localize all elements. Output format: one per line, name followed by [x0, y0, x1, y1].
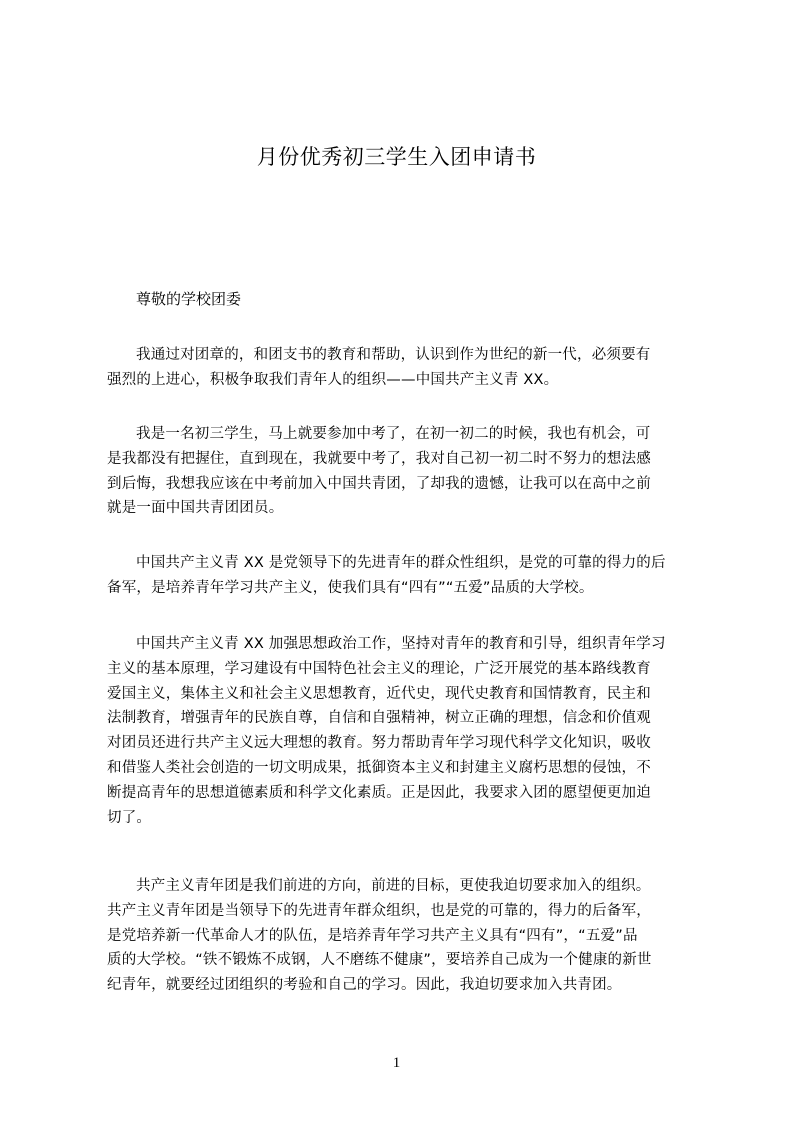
paragraph-3: 中国共产主义青 XX 是党领导下的先进青年的群众性组织，是党的可靠的得力的后 备军，是培养青年学习共产主义，使我们具有“四有”“五爱”品质的大学校。: [107, 555, 666, 596]
paragraph-2: 我是一名初三学生，马上就要参加中考了，在初一初二的时候，我也有机会，可 是我都没有把握住，直到现在，我就要中考了，我对自己初一初二时不努力的想法感 到后悔，我想我应该在中考前加入中国共青团，了却我的遗憾，让我可以在高中之前 就是一面中国共青团团员。: [107, 426, 651, 517]
paragraph-4: 中国共产主义青 XX 加强思想政治工作，坚持对青年的教育和引导，组织青年学习 主义的基本原理，学习建设有中国特色社会主义的理论，广泛开展党的基本路线教育 爱国主义，集体主义和社会主义思想教育，近代史，现代史教育和国情教育，民主和 法制教育，增强青年的民族自尊，自信和自强精神，树立正确的理想，信念和价值观 对团员还进行共产主义远大理想的教育。努力帮助青年学习现代科学文化知识，吸收 和借鉴人类社会创造的一切文明成果，抵御资本主义和封建主义腐朽思想的侵蚀，不 断提高青年的思想道德素质和科学文化素质。正是因此，我要求入团的愿望便更加迫 切了。: [107, 636, 666, 826]
document-title: 月份优秀初三学生入团申请书: [256, 145, 537, 169]
salutation: 尊敬的学校团委: [136, 290, 242, 308]
paragraph-5: 共产主义青年团是我们前进的方向，前进的目标，更使我迫切要求加入的组织。 共产主义青年团是当领导下的先进青年群众组织，也是党的可靠的，得力的后备军， 是党培养新一代革命人才的队伍，是培养青年学习共产主义具有“四有”，“五爱”品 质的大学校。“铁不锻炼不成钢，人不磨练不健康”，要培养自己成为一个健康的新世 纪青年，就要经过团组织的考验和自己的学习。因此，我迫切要求加入共青团。: [107, 878, 652, 994]
page-number: 1: [392, 1055, 401, 1071]
paragraph-1: 我通过对团章的，和团支书的教育和帮助，认识到作为世纪的新一代，必须要有 强烈的上进心，积极争取我们青年人的组织——中国共产主义青 XX。: [107, 347, 651, 388]
